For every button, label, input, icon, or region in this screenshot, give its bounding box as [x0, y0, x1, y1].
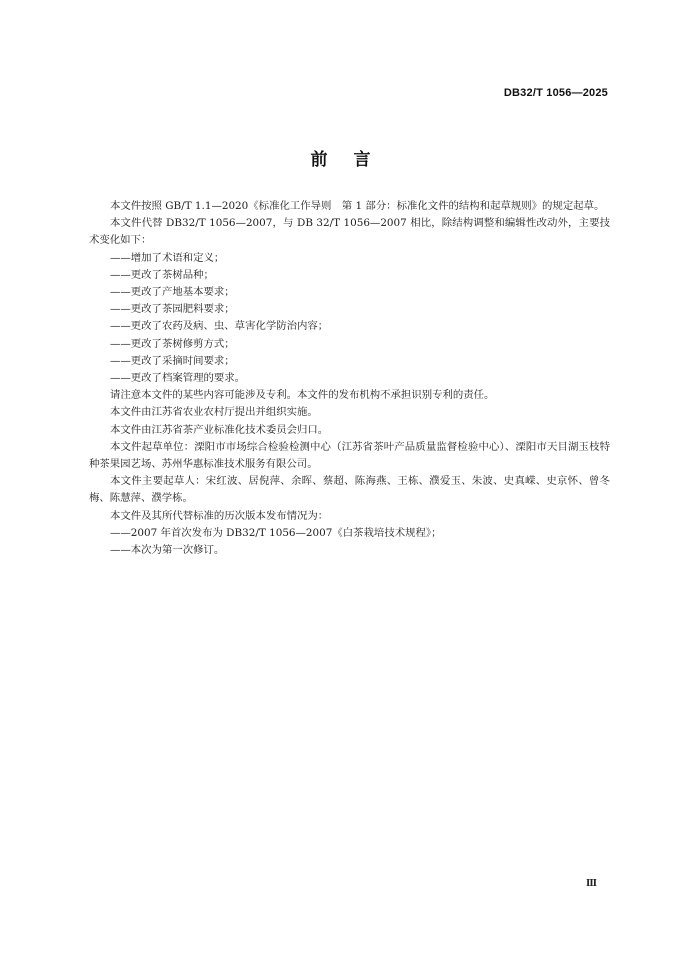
- paragraph-patent-notice: 请注意本文件的某些内容可能涉及专利。本文件的发布机构不承担识别专利的责任。: [110, 389, 495, 402]
- paragraph-version-history: 本文件及其所代替标准的历次版本发布情况为：: [110, 509, 329, 522]
- list-item: ——更改了采摘时间要求；: [110, 354, 235, 367]
- list-item: ——更改了产地基本要求；: [110, 286, 235, 299]
- change-list: [89, 250, 610, 388]
- standard-number: DB32/T 1056—2025: [503, 87, 608, 99]
- list-item: ——增加了术语和定义；: [110, 251, 225, 264]
- list-item: ——更改了档案管理的要求。: [110, 372, 246, 385]
- paragraph-drafting-basis: 本文件按照 GB/T 1.1—2020《标准化工作导则 第 1 部分：标准化文件的结构和起草规则》的规定起草。: [110, 200, 605, 212]
- paragraph-replacement: 本文件代替 DB32/T 1056—2007，与 DB 32/T 1056—2007 相比，除结构调整和编辑性改动外，主要技术变化如下：: [89, 217, 610, 247]
- foreword-body: [89, 198, 610, 559]
- paragraph-centralized-management: 本文件由江苏省茶产业标准化技术委员会归口。: [110, 423, 329, 436]
- list-item: ——更改了茶园肥料要求；: [110, 303, 235, 316]
- paragraph-drafters: 本文件主要起草人：宋红波、居倪萍、余晖、蔡超、陈海燕、王栋、濮爱玉、朱波、史真嵘、史京怀、曾冬梅、陈慧萍、濮学栋。: [89, 475, 610, 505]
- page-number: Ⅲ: [586, 879, 597, 889]
- list-item: ——更改了农药及病、虫、草害化学防治内容；: [110, 320, 329, 333]
- list-item: ——更改了茶树修剪方式；: [110, 337, 235, 350]
- list-item: ——更改了茶树品种；: [110, 268, 214, 281]
- page-title: 前言: [310, 150, 397, 170]
- paragraph-proposer: 本文件由江苏省农业农村厅提出并组织实施。: [110, 406, 318, 419]
- list-item: ——2007 年首次发布为 DB32/T 1056—2007《白茶栽培技术规程》；: [110, 526, 442, 539]
- paragraph-drafting-units: 本文件起草单位：溧阳市市场综合检验检测中心（江苏省茶叶产品质量监督检验中心）、溧阳市天目湖玉枝特种茶果园艺场、苏州华惠标准技术服务有限公司。: [89, 440, 610, 471]
- history-list: [89, 525, 610, 559]
- list-item: ——本次为第一次修订。: [110, 544, 225, 557]
